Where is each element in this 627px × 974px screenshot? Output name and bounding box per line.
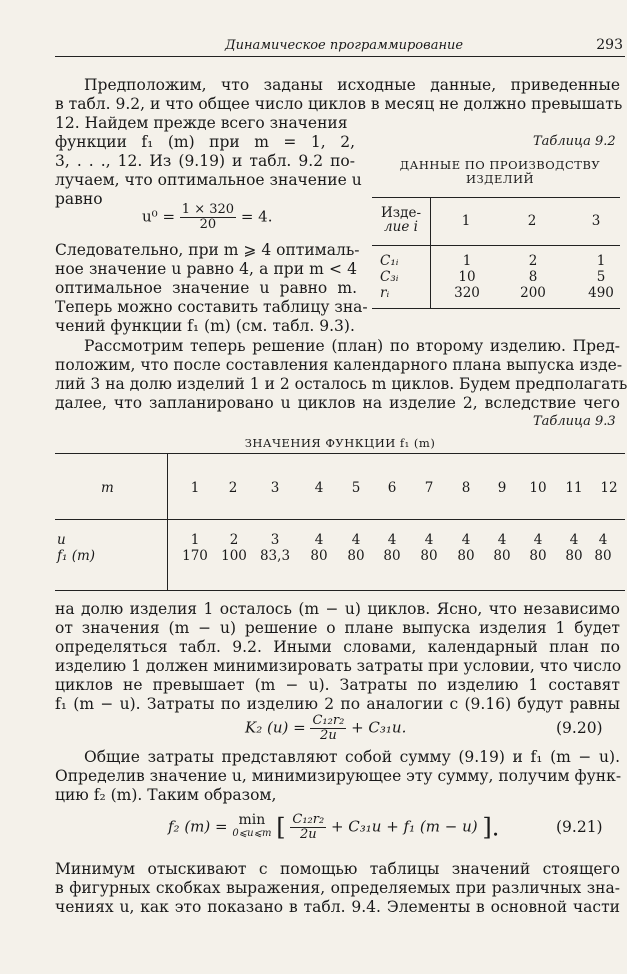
column-header: 11 bbox=[565, 480, 583, 496]
text-line: на долю изделия 1 осталось (m − u) циклов. Ясно, что независимо bbox=[55, 600, 620, 618]
column-header: 1 bbox=[461, 213, 471, 229]
row-label: C₃ᵢ bbox=[380, 269, 399, 285]
fraction bbox=[290, 813, 326, 842]
rule-line bbox=[372, 308, 620, 309]
fraction-den: 2u bbox=[320, 728, 337, 743]
text-line: 3, . . ., 12. Из (9.19) и табл. 9.2 по- bbox=[55, 152, 355, 170]
table-cell: 80 bbox=[457, 548, 475, 564]
table-cell: 4 bbox=[461, 532, 471, 548]
table-cell: 4 bbox=[387, 532, 397, 548]
table-caption: Таблица 9.2 bbox=[533, 134, 616, 149]
corner-cell: лие i bbox=[384, 219, 418, 235]
equation-number: (9.20) bbox=[556, 719, 603, 737]
text-line: Минимум отыскивают с помощью таблицы значений стоящего bbox=[55, 860, 620, 878]
column-header: 10 bbox=[529, 480, 547, 496]
formula-u0 bbox=[142, 203, 272, 232]
row-label: rᵢ bbox=[380, 285, 390, 301]
table-cell: 80 bbox=[493, 548, 511, 564]
table-cell: 1 bbox=[596, 253, 606, 269]
text-line: Предположим, что заданы исходные данные, приведенные bbox=[84, 76, 620, 94]
text-line: изделию 1 должен минимизировать затраты при условии, что число bbox=[55, 657, 622, 675]
table-cell: 80 bbox=[594, 548, 612, 564]
table-cell: 320 bbox=[454, 285, 480, 301]
page-number: 293 bbox=[596, 37, 623, 53]
text-line: лий 3 на долю изделий 1 и 2 осталось m циклов. Будем предполагать bbox=[55, 375, 627, 393]
text-line: определяться табл. 9.2. Иными словами, календарный план по bbox=[55, 638, 620, 656]
table-cell: 4 bbox=[569, 532, 579, 548]
left-bracket: [ bbox=[276, 813, 286, 842]
table-cell: 80 bbox=[310, 548, 328, 564]
column-header: 9 bbox=[497, 480, 507, 496]
text-line: Следовательно, при m ⩾ 4 оптималь- bbox=[55, 241, 360, 259]
text-line: оптимальное значение u равно m. bbox=[55, 279, 357, 297]
min-word: min bbox=[238, 812, 266, 828]
column-header: 7 bbox=[424, 480, 434, 496]
fraction-num: C₁₂r₂ bbox=[312, 713, 345, 728]
text-line: f₁ (m − u). Затраты по изделию 2 по аналогии с (9.16) будут равны bbox=[55, 695, 620, 713]
fraction bbox=[180, 203, 236, 232]
column-header: 3 bbox=[270, 480, 280, 496]
table-cell: 4 bbox=[533, 532, 543, 548]
table-cell: 4 bbox=[424, 532, 434, 548]
row-label: f₁ (m) bbox=[57, 548, 96, 564]
rule-line bbox=[55, 519, 625, 520]
fraction-num: 1 × 320 bbox=[181, 202, 235, 217]
table-title: ЗНАЧЕНИЯ ФУНКЦИИ f₁ (m) bbox=[244, 436, 436, 450]
table-cell: 2 bbox=[229, 532, 239, 548]
table-cell: 80 bbox=[383, 548, 401, 564]
column-header: 8 bbox=[461, 480, 471, 496]
text-line: Определив значение u, минимизирующее эту сумму, получим функ- bbox=[55, 767, 622, 785]
table-cell: 4 bbox=[497, 532, 507, 548]
text-line: Общие затраты представляют собой сумму (9.19) и f₁ (m − u). bbox=[84, 748, 620, 766]
table-cell: 80 bbox=[565, 548, 583, 564]
table-cell: 4 bbox=[351, 532, 361, 548]
text-line: чениях u, как это показано в табл. 9.4. Элементы в основной части bbox=[55, 898, 620, 916]
table-cell: 5 bbox=[596, 269, 606, 285]
table-9-2 bbox=[372, 197, 620, 309]
column-header: 12 bbox=[600, 480, 618, 496]
column-header: 1 bbox=[190, 480, 200, 496]
fraction-den: 20 bbox=[199, 217, 217, 232]
text-line: 12. Найдем прежде всего значения bbox=[55, 114, 348, 132]
text-line: чений функции f₁ (m) (см. табл. 9.3). bbox=[55, 317, 355, 335]
text-line: далее, что запланировано u циклов на изделие 2, вследствие чего bbox=[55, 394, 620, 412]
column-header: 4 bbox=[314, 480, 324, 496]
fraction-num: C₁₂r₂ bbox=[292, 812, 325, 827]
text-line: Рассмотрим теперь решение (план) по второму изделию. Пред- bbox=[84, 337, 620, 355]
rule-line bbox=[372, 197, 620, 198]
text-line: в фигурных скобках выражения, определяемых при различных зна- bbox=[55, 879, 620, 897]
text-line: от значения (m − u) решение о плане выпуска изделия 1 будет bbox=[55, 619, 620, 637]
rule-line bbox=[430, 197, 431, 309]
formula-lhs: u⁰ = bbox=[142, 207, 176, 226]
text-line: Теперь можно составить таблицу зна- bbox=[55, 298, 368, 316]
running-header bbox=[55, 36, 625, 57]
text-line: лучаем, что оптимальное значение u bbox=[55, 171, 362, 189]
formula-rhs: = 4. bbox=[240, 207, 273, 226]
table-cell: 200 bbox=[520, 285, 546, 301]
table-cell: 80 bbox=[347, 548, 365, 564]
formula-lhs: K₂ (u) = bbox=[245, 718, 306, 737]
table-cell: 3 bbox=[270, 532, 280, 548]
row-label: C₁ᵢ bbox=[380, 253, 399, 269]
table-title: ИЗДЕЛИЙ bbox=[465, 172, 535, 186]
formula-9-21 bbox=[168, 813, 499, 842]
table-cell: 170 bbox=[182, 548, 208, 564]
column-header: 2 bbox=[228, 480, 238, 496]
column-header: 2 bbox=[527, 213, 537, 229]
table-cell: 1 bbox=[462, 253, 472, 269]
table-caption: Таблица 9.3 bbox=[533, 414, 616, 429]
column-header: 6 bbox=[387, 480, 397, 496]
formula-rhs: + C₃₁u + f₁ (m − u) bbox=[330, 817, 478, 836]
text-line: функции f₁ (m) при m = 1, 2, bbox=[55, 133, 355, 151]
fraction bbox=[310, 714, 346, 743]
table-cell: 8 bbox=[528, 269, 538, 285]
corner-cell: Изде- bbox=[381, 205, 421, 221]
row-label: u bbox=[57, 532, 66, 548]
table-cell: 490 bbox=[588, 285, 614, 301]
text-line: ное значение u равно 4, а при m < 4 bbox=[55, 260, 357, 278]
rule-line bbox=[372, 245, 620, 246]
formula-lhs: f₂ (m) = bbox=[168, 817, 228, 836]
text-line: равно bbox=[55, 190, 103, 208]
min-operator bbox=[232, 813, 271, 841]
table-cell: 80 bbox=[420, 548, 438, 564]
row-header: m bbox=[101, 480, 114, 496]
fraction-den: 2u bbox=[299, 827, 317, 842]
min-range: 0⩽u⩽m bbox=[232, 828, 272, 839]
table-cell: 2 bbox=[528, 253, 538, 269]
rule-line bbox=[55, 590, 625, 591]
rule-line bbox=[167, 453, 168, 591]
table-cell: 80 bbox=[529, 548, 547, 564]
text-line: в табл. 9.2, и что общее число циклов в месяц не должно превышать bbox=[55, 95, 623, 113]
column-header: 3 bbox=[591, 213, 601, 229]
formula-rhs: + C₃₁u. bbox=[351, 718, 407, 737]
table-cell: 100 bbox=[221, 548, 247, 564]
table-cell: 1 bbox=[190, 532, 200, 548]
table-cell: 10 bbox=[458, 269, 476, 285]
table-cell: 4 bbox=[598, 532, 608, 548]
table-cell: 83,3 bbox=[259, 548, 291, 564]
formula-9-20 bbox=[245, 714, 406, 743]
header-title: Динамическое программирование bbox=[225, 38, 464, 53]
column-header: 5 bbox=[351, 480, 361, 496]
table-title: ДАННЫЕ ПО ПРОИЗВОДСТВУ bbox=[399, 158, 601, 172]
text-line: положим, что после составления календарного плана выпуска изде- bbox=[55, 356, 623, 374]
right-bracket: ]. bbox=[482, 813, 500, 842]
table-cell: 4 bbox=[314, 532, 324, 548]
text-line: цию f₂ (m). Таким образом, bbox=[55, 786, 277, 804]
rule-line bbox=[55, 453, 625, 454]
table-9-3 bbox=[55, 453, 625, 591]
equation-number: (9.21) bbox=[556, 818, 603, 836]
text-line: циклов не превышает (m − u). Затраты по изделию 1 составят bbox=[55, 676, 620, 694]
